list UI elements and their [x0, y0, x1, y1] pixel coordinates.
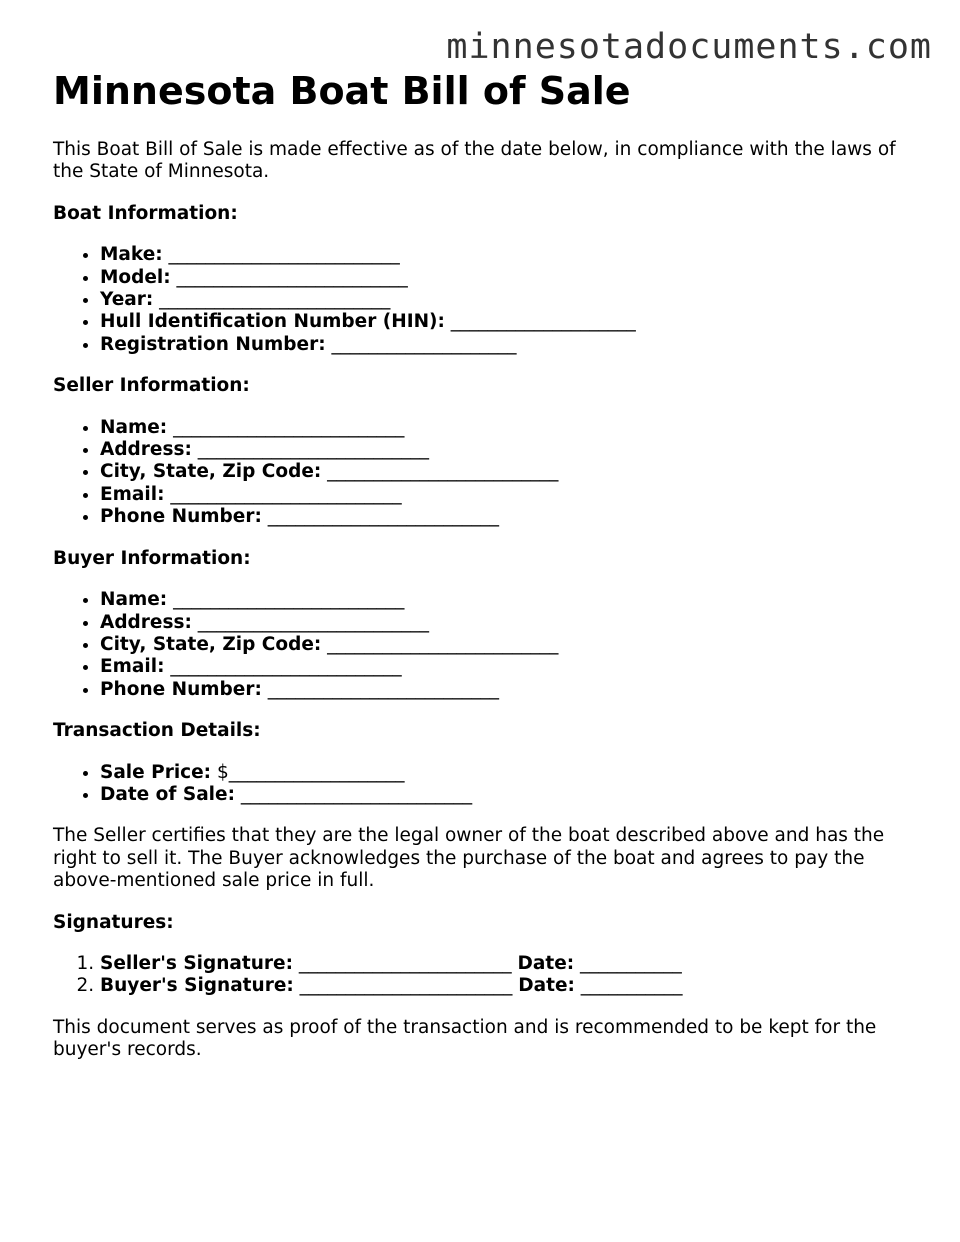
- field-blank[interactable]: _________________________: [321, 461, 559, 483]
- signatures-heading: Signatures:: [53, 911, 174, 933]
- page-title: Minnesota Boat Bill of Sale: [53, 69, 631, 113]
- field-blank[interactable]: ____________________: [325, 333, 517, 355]
- buyer-signature-line[interactable]: [100, 975, 913, 997]
- field-blank[interactable]: _________________________: [321, 633, 559, 655]
- field-blank[interactable]: _________________________: [167, 416, 405, 438]
- seller-phone-field[interactable]: [100, 506, 913, 528]
- field-blank[interactable]: $___________________: [211, 761, 405, 783]
- seller-info-heading: Seller Information:: [53, 375, 250, 397]
- seller-signature-line[interactable]: [100, 953, 913, 975]
- field-blank[interactable]: _________________________: [153, 289, 391, 311]
- date-of-sale-field[interactable]: [100, 784, 913, 806]
- field-blank[interactable]: _________________________: [167, 589, 405, 611]
- signature-blank[interactable]: _______________________: [293, 952, 518, 974]
- field-label: Buyer's Signature:: [100, 975, 294, 997]
- field-label: Registration Number:: [100, 333, 326, 355]
- field-label: Email:: [100, 483, 165, 505]
- buyer-phone-field[interactable]: [100, 679, 913, 701]
- field-label: Model:: [100, 266, 171, 288]
- date-blank[interactable]: ___________: [574, 975, 683, 997]
- seller-city-state-zip-field[interactable]: [100, 461, 913, 483]
- signature-blank[interactable]: _______________________: [293, 975, 519, 997]
- boat-info-heading: Boat Information:: [53, 202, 238, 224]
- field-label: Sale Price:: [100, 761, 212, 783]
- field-blank[interactable]: _________________________: [261, 506, 499, 528]
- boat-info-list: [53, 244, 913, 356]
- field-label: Email:: [100, 656, 165, 678]
- intro-paragraph: This Boat Bill of Sale is made effective as of the date below, in compliance with the laws of the State of Minnesota.: [53, 139, 896, 183]
- seller-info-list: [53, 417, 913, 529]
- field-blank[interactable]: _________________________: [191, 439, 430, 461]
- field-blank[interactable]: _________________________: [164, 483, 402, 505]
- field-label: Year:: [100, 289, 154, 311]
- field-label: Address:: [100, 611, 192, 633]
- field-label: Name:: [100, 416, 168, 438]
- boat-registration-field[interactable]: [100, 334, 913, 356]
- seller-name-field[interactable]: [100, 417, 913, 439]
- field-label: Seller's Signature:: [100, 952, 293, 974]
- field-blank[interactable]: ____________________: [444, 311, 636, 333]
- buyer-info-list: [53, 589, 913, 701]
- boat-year-field[interactable]: [100, 289, 913, 311]
- field-blank[interactable]: _________________________: [164, 656, 402, 678]
- field-blank[interactable]: _________________________: [170, 266, 408, 288]
- field-label: Phone Number:: [100, 506, 262, 528]
- buyer-address-field[interactable]: [100, 612, 913, 634]
- field-label: Hull Identification Number (HIN):: [100, 311, 445, 333]
- site-watermark: minnesotadocuments.com: [446, 27, 932, 67]
- signatures-list: [53, 953, 913, 998]
- boat-model-field[interactable]: [100, 267, 913, 289]
- field-blank[interactable]: _________________________: [234, 783, 473, 805]
- seller-address-field[interactable]: [100, 439, 913, 461]
- field-label: Date of Sale:: [100, 783, 235, 805]
- buyer-email-field[interactable]: [100, 656, 913, 678]
- buyer-info-heading: Buyer Information:: [53, 547, 251, 569]
- sale-price-field[interactable]: [100, 762, 913, 784]
- field-label: Address:: [100, 439, 192, 461]
- date-label: Date:: [517, 952, 575, 974]
- date-blank[interactable]: ___________: [574, 952, 682, 974]
- certification-paragraph: The Seller certifies that they are the legal owner of the boat described above and has the right to sell it. The Buyer acknowledges the purchase of the boat and agrees to pay the above-mentioned sale price in full.: [53, 825, 885, 892]
- field-blank[interactable]: _________________________: [261, 678, 499, 700]
- closing-paragraph: This document serves as proof of the transaction and is recommended to be kept for the buyer's records.: [53, 1016, 877, 1061]
- seller-email-field[interactable]: [100, 484, 913, 506]
- buyer-city-state-zip-field[interactable]: [100, 634, 913, 656]
- field-label: Name:: [100, 589, 168, 611]
- field-label: City, State, Zip Code:: [100, 633, 322, 655]
- boat-hin-field[interactable]: [100, 311, 913, 333]
- boat-make-field[interactable]: [100, 244, 913, 266]
- buyer-name-field[interactable]: [100, 589, 913, 611]
- transaction-heading: Transaction Details:: [53, 720, 261, 742]
- field-label: Phone Number:: [100, 678, 262, 700]
- field-label: City, State, Zip Code:: [100, 461, 322, 483]
- field-blank[interactable]: _________________________: [162, 244, 400, 266]
- document-page: [53, 70, 913, 1062]
- field-label: Make:: [100, 244, 163, 266]
- field-blank[interactable]: _________________________: [191, 611, 430, 633]
- transaction-list: [53, 762, 913, 807]
- date-label: Date:: [518, 975, 575, 997]
